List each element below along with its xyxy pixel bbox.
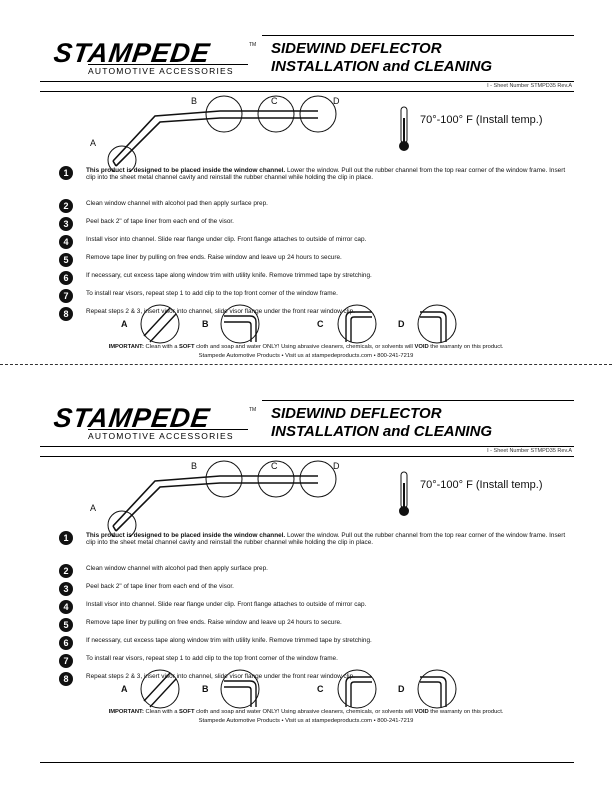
visor-outline — [113, 476, 318, 531]
important-notice: IMPORTANT: Clean with a SOFT cloth and soap and water ONLY! Using abrasive cleaners, chemicals, or solvents will VOID the warranty on this product. — [108, 709, 504, 715]
brand-subtitle: AUTOMOTIVE ACCESSORIES — [88, 431, 234, 441]
label-b: B — [191, 461, 198, 471]
contact-info: Stampede Automotive Products • Visit us at stampedeproducts.com • 800-241-7219 — [198, 353, 414, 359]
brand-logo: STAMPEDE — [51, 403, 213, 433]
label-d: D — [333, 461, 340, 471]
install-temperature: 70°-100° F (Install temp.) — [420, 479, 543, 491]
step-text: To install rear visors, repeat step 1 to add clip to the top front corner of the window frame. — [86, 290, 338, 297]
step-text: This product is designed to be placed inside the window channel. Lower the window. Pull out the rubber channel from the top rear corner of the window frame. Insert clip into the sheet metal channel cavity and reinstall the rubber channel while holding the clip in place. — [86, 167, 566, 181]
step-text: Clean window channel with alcohol pad then apply surface prep. — [86, 565, 268, 572]
step-number: 2 — [59, 564, 73, 578]
title-line-2: INSTALLATION and CLEANING — [271, 423, 493, 440]
step-text: Remove tape liner by pulling on free ends. Raise window and leave up 24 hours to secure. — [86, 619, 342, 626]
step-number: 7 — [59, 654, 73, 668]
step-text: To install rear visors, repeat step 1 to add clip to the top front corner of the window frame. — [86, 655, 338, 662]
title-line-2: INSTALLATION and CLEANING — [271, 58, 493, 75]
step-number: 8 — [59, 307, 73, 321]
step-number: 5 — [59, 253, 73, 267]
label-a: A — [90, 503, 97, 513]
thermometer-icon — [399, 107, 409, 151]
visor-end-a — [113, 526, 116, 531]
visor-outline — [113, 111, 318, 166]
sheet-number: I - Sheet Number STMPD35 Rev.A — [487, 448, 572, 454]
clip-label-a: A — [121, 684, 128, 694]
step-text: Peel back 2" of tape liner from each end of the visor. — [86, 218, 234, 225]
label-a: A — [90, 138, 97, 148]
detail-circle-d — [300, 96, 336, 132]
label-c: C — [271, 96, 278, 106]
step-text: Clean window channel with alcohol pad then apply surface prep. — [86, 200, 268, 207]
step-number: 6 — [59, 636, 73, 650]
detail-circle-b — [206, 461, 242, 497]
brand-logo: STAMPEDE — [51, 38, 213, 68]
detail-circle-b — [206, 96, 242, 132]
step-text: Repeat steps 2 & 3, insert visor into channel, slide visor flange under the front rear window clip. — [86, 673, 355, 680]
clip-label-d: D — [398, 319, 405, 329]
title-line-1: SIDEWIND DEFLECTOR — [271, 40, 442, 57]
clip-label-b: B — [202, 684, 209, 694]
contact-info: Stampede Automotive Products • Visit us at stampedeproducts.com • 800-241-7219 — [198, 718, 414, 724]
step-text: Remove tape liner by pulling on free ends. Raise window and leave up 24 hours to secure. — [86, 254, 342, 261]
instruction-sheet-top — [0, 32, 612, 394]
detail-circle-d — [300, 461, 336, 497]
install-temperature: 70°-100° F (Install temp.) — [420, 114, 543, 126]
step-number: 6 — [59, 271, 73, 285]
step-number: 4 — [59, 600, 73, 614]
step-number: 1 — [59, 531, 73, 545]
title-line-1: SIDEWIND DEFLECTOR — [271, 405, 442, 422]
step-number: 2 — [59, 199, 73, 213]
step-number: 7 — [59, 289, 73, 303]
sheet-number: I - Sheet Number STMPD35 Rev.A — [487, 83, 572, 89]
clip-label-d: D — [398, 684, 405, 694]
instruction-sheet-bottom — [0, 397, 612, 759]
label-b: B — [191, 96, 198, 106]
brand-trademark: TM — [249, 407, 257, 413]
brand-trademark: TM — [249, 42, 257, 48]
step-number: 1 — [59, 166, 73, 180]
important-notice: IMPORTANT: Clean with a SOFT cloth and soap and water ONLY! Using abrasive cleaners, chemicals, or solvents will VOID the warranty on this product. — [108, 344, 504, 350]
step-text: Install visor into channel. Slide rear flange under clip. Front flange attaches to outside of mirror cap. — [86, 601, 367, 608]
step-text: If necessary, cut excess tape along window trim with utility knife. Remove trimmed tape by stretching. — [86, 637, 372, 644]
brand-subtitle: AUTOMOTIVE ACCESSORIES — [88, 66, 234, 76]
step-text: Peel back 2" of tape liner from each end of the visor. — [86, 583, 234, 590]
visor-end-a — [113, 161, 116, 166]
visor-diagram — [0, 32, 612, 172]
step-text: This product is designed to be placed inside the window channel. Lower the window. Pull out the rubber channel from the top rear corner of the window frame. Insert clip into the sheet metal channel cavity and reinstall the rubber channel while holding the clip in place. — [86, 532, 566, 546]
clip-label-a: A — [121, 319, 128, 329]
bottom-rule — [40, 762, 574, 763]
step-number: 5 — [59, 618, 73, 632]
step-number: 3 — [59, 582, 73, 596]
step-text: If necessary, cut excess tape along window trim with utility knife. Remove trimmed tape by stretching. — [86, 272, 372, 279]
step-text: Install visor into channel. Slide rear flange under clip. Front flange attaches to outside of mirror cap. — [86, 236, 367, 243]
step-number: 8 — [59, 672, 73, 686]
label-d: D — [333, 96, 340, 106]
step-text: Repeat steps 2 & 3, insert visor into channel, slide visor flange under the front rear window clip. — [86, 308, 355, 315]
clip-label-c: C — [317, 684, 324, 694]
clip-label-c: C — [317, 319, 324, 329]
visor-diagram — [0, 397, 612, 537]
thermometer-icon — [399, 472, 409, 516]
cut-line — [0, 364, 612, 365]
clip-label-b: B — [202, 319, 209, 329]
step-number: 4 — [59, 235, 73, 249]
step-number: 3 — [59, 217, 73, 231]
label-c: C — [271, 461, 278, 471]
